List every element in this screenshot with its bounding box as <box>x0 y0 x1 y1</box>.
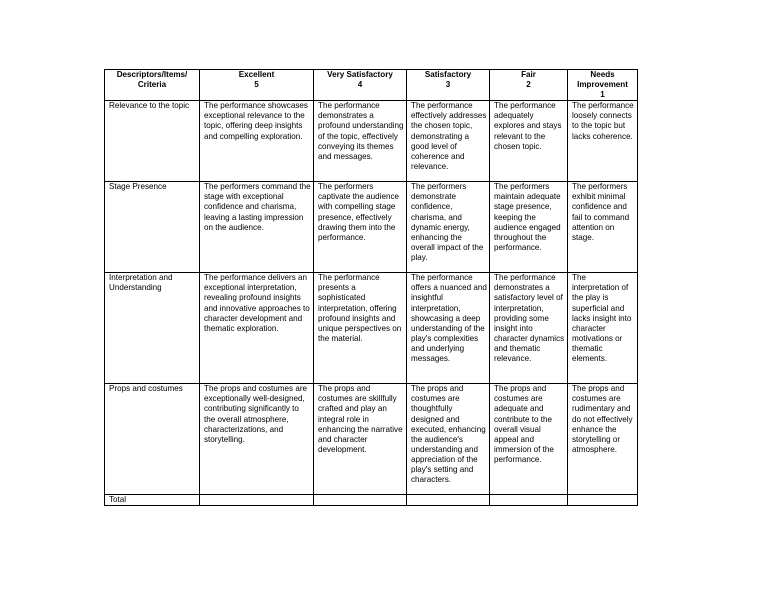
total-cell <box>200 495 314 506</box>
row-interpretation <box>105 273 638 384</box>
descriptor-cell-satisfactory: The performers demonstrate confidence, charisma, and dynamic energy, enhancing the overall impact of the play. <box>407 182 490 273</box>
header-fair: Fair 2 <box>490 70 568 101</box>
criterion-cell: Interpretation and Understanding <box>105 273 200 384</box>
descriptor-cell-needs-improvement: The props and costumes are rudimentary and do not effectively enhance the storytelling or atmosphere. <box>568 384 638 495</box>
row-relevance <box>105 101 638 182</box>
row-total <box>105 495 638 506</box>
descriptor-cell-fair: The performance adequately explores and stays relevant to the chosen topic. <box>490 101 568 182</box>
header-excellent: Excellent 5 <box>200 70 314 101</box>
descriptor-cell-fair: The performers maintain adequate stage presence, keeping the audience engaged throughout the performance. <box>490 182 568 273</box>
header-needs-improvement: Needs Improvement 1 <box>568 70 638 101</box>
descriptor-cell-satisfactory: The performance offers a nuanced and insightful interpretation, showcasing a deep understanding of the play's complexities and underlying messages. <box>407 273 490 384</box>
row-props-costumes <box>105 384 638 495</box>
descriptor-cell-excellent: The performance delivers an exceptional interpretation, revealing profound insights and innovative approaches to character development and thematic exploration. <box>200 273 314 384</box>
descriptor-cell-excellent: The performance showcases exceptional relevance to the topic, offering deep insights and compelling exploration. <box>200 101 314 182</box>
descriptor-cell-satisfactory: The props and costumes are thoughtfully designed and executed, enhancing the audience's understanding and appreciation of the play's setting and characters. <box>407 384 490 495</box>
row-stage-presence <box>105 182 638 273</box>
descriptor-cell-needs-improvement: The performers exhibit minimal confidence and fail to command attention on stage. <box>568 182 638 273</box>
descriptor-cell-fair: The props and costumes are adequate and contribute to the overall visual appeal and immersion of the performance. <box>490 384 568 495</box>
descriptor-cell-very-satisfactory: The performance presents a sophisticated interpretation, offering profound insights and unique perspectives on the material. <box>314 273 407 384</box>
total-cell <box>490 495 568 506</box>
total-cell <box>314 495 407 506</box>
header-criteria: Descriptors/Items/ Criteria <box>105 70 200 101</box>
descriptor-cell-needs-improvement: The performance loosely connects to the topic but lacks coherence. <box>568 101 638 182</box>
descriptor-cell-excellent: The performers command the stage with exceptional confidence and charisma, leaving a lasting impression on the audience. <box>200 182 314 273</box>
descriptor-cell-needs-improvement: The interpretation of the play is superficial and lacks insight into character motivations or thematic elements. <box>568 273 638 384</box>
total-cell <box>407 495 490 506</box>
descriptor-cell-fair: The performance demonstrates a satisfactory level of interpretation, providing some insight into character dynamics and thematic relevance. <box>490 273 568 384</box>
criterion-cell: Relevance to the topic <box>105 101 200 182</box>
descriptor-cell-very-satisfactory: The performers captivate the audience with compelling stage presence, effectively drawing them into the performance. <box>314 182 407 273</box>
criterion-cell: Props and costumes <box>105 384 200 495</box>
total-cell <box>568 495 638 506</box>
header-satisfactory: Satisfactory 3 <box>407 70 490 101</box>
total-label: Total <box>105 495 200 506</box>
descriptor-cell-excellent: The props and costumes are exceptionally well-designed, contributing significantly to the overall atmosphere, characterizations, and storytelling. <box>200 384 314 495</box>
rubric-table <box>104 69 638 506</box>
header-very-satisfactory: Very Satisfactory 4 <box>314 70 407 101</box>
descriptor-cell-very-satisfactory: The props and costumes are skillfully crafted and play an integral role in enhancing the narrative and character development. <box>314 384 407 495</box>
descriptor-cell-satisfactory: The performance effectively addresses the chosen topic, demonstrating a good level of coherence and relevance. <box>407 101 490 182</box>
criterion-cell: Stage Presence <box>105 182 200 273</box>
header-row <box>105 70 638 101</box>
descriptor-cell-very-satisfactory: The performance demonstrates a profound understanding of the topic, effectively conveying its themes and messages. <box>314 101 407 182</box>
